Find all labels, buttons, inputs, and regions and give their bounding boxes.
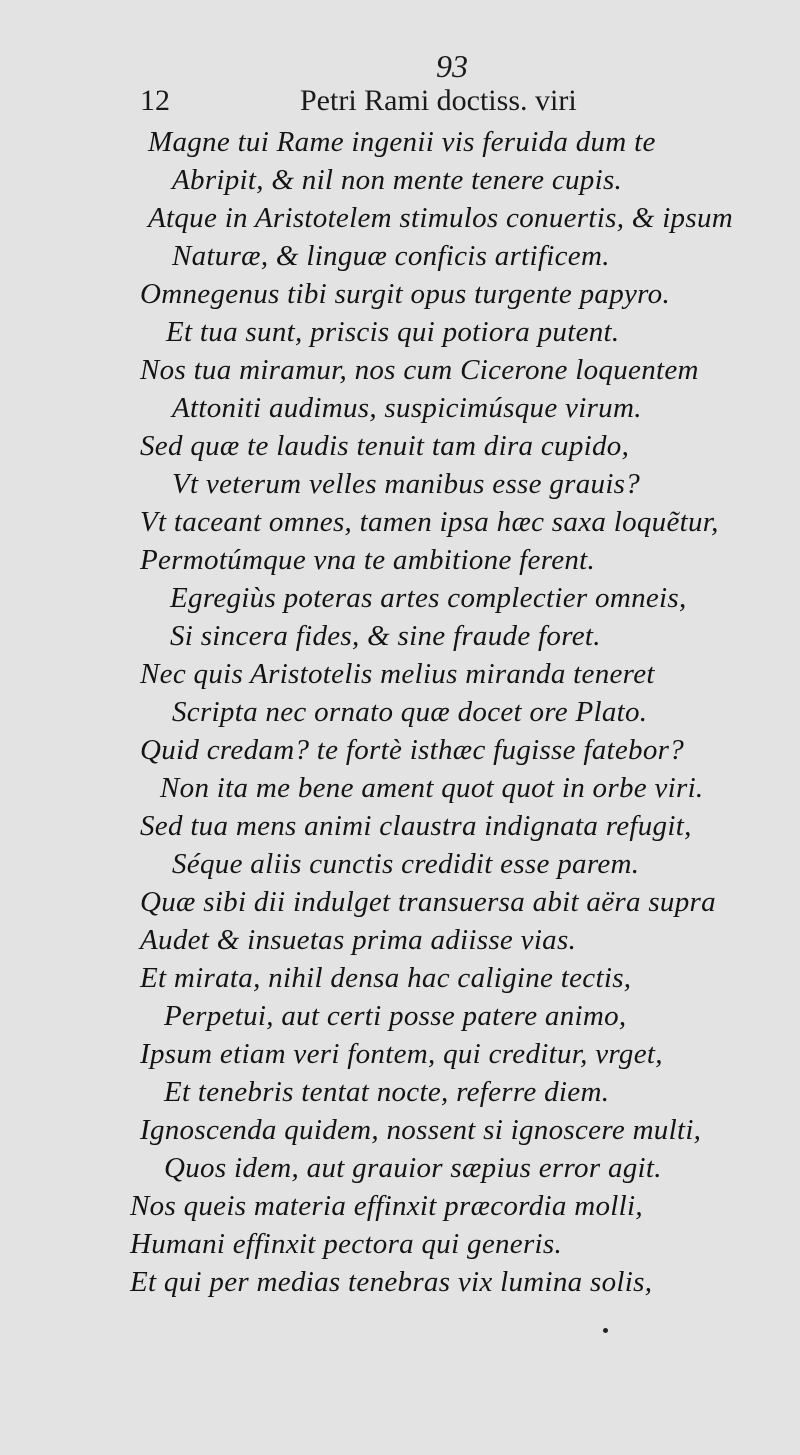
verse-line: Quos idem, aut grauior sæpius error agit.	[164, 1152, 662, 1184]
verse-line: Et tenebris tentat nocte, referre diem.	[164, 1076, 610, 1108]
verse-line: Séque aliis cunctis credidit esse parem.	[172, 848, 640, 880]
verse-line: Sed tua mens animi claustra indignata refugit,	[140, 810, 692, 842]
verse-line: Sed quæ te laudis tenuit tam dira cupido,	[140, 430, 630, 462]
verse-line: Vt veterum velles manibus esse grauis?	[172, 468, 641, 500]
verse-line: Abripit, & nil non mente tenere cupis.	[172, 164, 623, 196]
folio-number: 93	[436, 48, 468, 84]
verse-line: Quid credam? te fortè isthæc fugisse fatebor?	[140, 734, 685, 766]
verse-line: Nec quis Aristotelis melius miranda teneret	[140, 658, 655, 690]
verse-line: Naturæ, & linguæ conficis artificem.	[172, 240, 610, 272]
verse-line: Omnegenus tibi surgit opus turgente papyro.	[140, 278, 671, 310]
verse-line: Humani effinxit pectora qui generis.	[130, 1228, 563, 1260]
page-number: 12	[140, 84, 170, 117]
running-title: Petri Rami doctiss. viri	[300, 84, 577, 117]
verse-line: Magne tui Rame ingenii vis feruida dum te	[148, 126, 656, 158]
verse-line: Audet & insuetas prima adiisse vias.	[140, 924, 577, 956]
verse-line: Et mirata, nihil densa hac caligine tectis,	[140, 962, 632, 994]
running-head	[140, 84, 760, 118]
verse-line: Vt taceant omnes, tamen ipsa hæc saxa loquẽtur,	[140, 506, 719, 538]
verse-line: Et tua sunt, priscis qui potiora putent.	[166, 316, 620, 348]
verse-line: Egregiùs poteras artes complectier omneis,	[170, 582, 687, 614]
verse-line: Si sincera fides, & sine fraude foret.	[170, 620, 601, 652]
show-through-text	[740, 70, 800, 1270]
verse-line: Et qui per medias tenebras vix lumina solis,	[130, 1266, 653, 1298]
verse-line: Attoniti audimus, suspicimúsque virum.	[172, 392, 642, 424]
verse-line: Perpetui, aut certi posse patere animo,	[164, 1000, 627, 1032]
verse-line: Scripta nec ornato quæ docet ore Plato.	[172, 696, 648, 728]
verse-line: Ignoscenda quidem, nossent si ignoscere multi,	[140, 1114, 702, 1146]
verse-line: Nos queis materia effinxit præcordia molli,	[130, 1190, 643, 1222]
verse-line: Atque in Aristotelem stimulos conuertis, & ipsum	[148, 202, 733, 234]
verse-line: Nos tua miramur, nos cum Cicerone loquentem	[140, 354, 699, 386]
verse-line: Quæ sibi dii indulget transuersa abit aëra supra	[140, 886, 716, 918]
verse-line: Permotúmque vna te ambitione ferent.	[140, 544, 596, 576]
verse-line: Non ita me bene ament quot quot in orbe viri.	[160, 772, 704, 804]
verse-line: Ipsum etiam veri fontem, qui creditur, vrget,	[140, 1038, 663, 1070]
ink-speck	[603, 1328, 608, 1333]
